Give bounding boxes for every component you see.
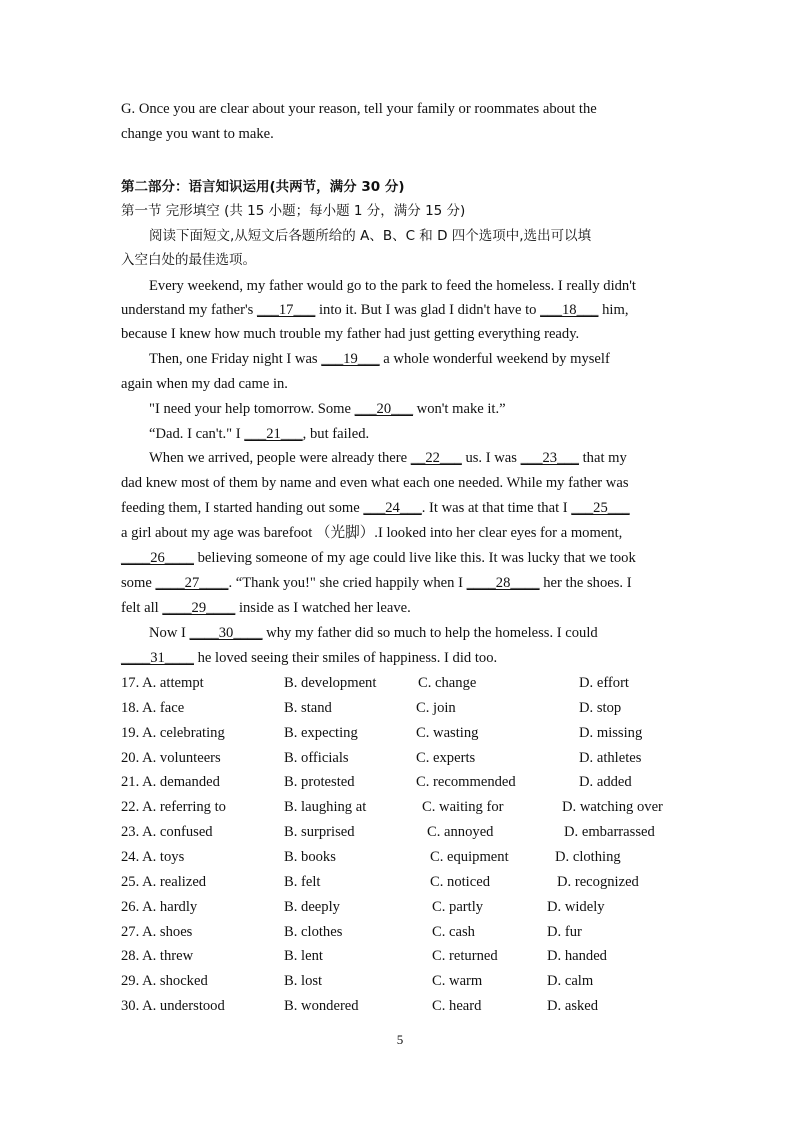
question-20-option-a: 20. A. volunteers [121,749,221,766]
blank-24: ___24___ [363,500,422,516]
passage-line [121,646,681,670]
question-30-option-c: C. heard [432,998,482,1015]
passage-line: dad knew most of them by name and even what each one needed. While my father was [121,475,629,491]
question-25-option-b: B. felt [284,873,321,890]
blank-27: ____27____ [155,575,229,591]
passage-line [121,298,681,322]
question-28-option-a: 28. A. threw [121,948,194,965]
blank-21: ___21___ [244,426,303,442]
question-24-option-d: D. clothing [555,848,621,865]
question-30-option-a: 30. A. understood [121,998,225,1015]
passage-line: Every weekend, my father would go to the park to feed the homeless. I really didn't [149,278,636,294]
passage-text: “Dad. I can't." I [149,426,245,442]
question-24-option-c: C. equipment [430,848,509,865]
passage-line: because I knew how much trouble my father had just getting everything ready. [121,326,580,342]
passage-text: , but failed. [302,426,370,442]
passage-text: believing someone of my age could live like this. It was lucky that we took [193,550,636,566]
passage-text: Now I [149,625,190,641]
question-17-option-d: D. effort [579,675,629,691]
question-17-option-c: C. change [418,675,477,691]
question-20-option-c: C. experts [416,749,476,766]
passage-line: again when my dad came in. [121,376,288,392]
option-g-line-2: change you want to make. [121,126,274,142]
blank-17: ___17___ [256,302,316,318]
question-27-option-c: C. cash [432,923,475,940]
question-27-option-b: B. clothes [284,923,343,940]
question-17-option-a: 17. A. attempt [121,675,204,691]
passage-text: he loved seeing their smiles of happiness. I did too. [193,650,498,666]
option-g-line-1: G. Once you are clear about your reason, tell your family or roommates about the [121,101,597,117]
question-18-option-b: B. stand [284,699,332,716]
question-28-option-d: D. handed [547,948,607,965]
question-19-option-c: C. wasting [416,724,479,741]
question-20-option-b: B. officials [284,749,349,766]
passage-text: some [121,575,156,591]
passage-line [121,546,681,570]
question-18-option-d: D. stop [579,699,622,716]
blank-19: ___19___ [321,351,380,367]
passage-text: . “Thank you!" she cried happily when I [228,575,467,591]
passage-text: won't make it.” [413,401,506,417]
section-heading: 第二部分：语言知识运用(共两节，满分 30 分) [121,179,405,195]
passage-text: felt all [121,600,163,616]
question-23-option-d: D. embarrassed [564,824,655,841]
question-19-option-b: B. expecting [284,724,358,741]
passage-line [121,571,681,595]
passage-line [149,446,679,470]
blank-18: ___18___ [540,302,599,318]
question-28-option-b: B. lent [284,948,323,965]
blank-22: __22___ [410,450,462,466]
passage-text: understand my father's [121,302,257,318]
question-25-option-a: 25. A. realized [121,873,207,890]
passage-text: Then, one Friday night I was [149,351,322,367]
question-29-option-b: B. lost [284,973,323,990]
blank-28: ____28____ [466,575,540,591]
question-27-option-a: 27. A. shoes [121,923,193,940]
blank-30: ____30____ [189,625,263,641]
passage-line [149,621,709,645]
passage-line: a girl about my age was barefoot （光脚）.I looked into her clear eyes for a moment, [121,525,623,541]
blank-31: ____31____ [121,650,194,666]
question-19-option-d: D. missing [579,724,643,741]
blank-25: ___25___ [571,500,630,516]
blank-20: ___20___ [354,401,414,417]
question-18-option-a: 18. A. face [121,699,185,716]
passage-text: why my father did so much to help the homeless. I could [262,625,598,641]
question-23-option-a: 23. A. confused [121,824,213,841]
question-21-option-b: B. protested [284,774,355,791]
passage-text: . It was at that time that I [421,500,572,516]
passage-line [149,422,709,446]
question-21-option-d: D. added [579,774,632,791]
question-26-option-b: B. deeply [284,898,340,915]
question-26-option-c: C. partly [432,898,484,915]
question-28-option-c: C. returned [432,948,498,965]
question-29-option-c: C. warm [432,973,483,990]
instruction-line-1: 阅读下面短文,从短文后各题所给的 A、B、C 和 D 四个选项中,选出可以填 [149,228,592,244]
question-17-option-b: B. development [284,675,377,691]
blank-26: ____26____ [121,550,194,566]
question-25-option-c: C. noticed [430,873,490,890]
question-22-option-b: B. laughing at [284,799,367,816]
question-24-option-a: 24. A. toys [121,848,185,865]
passage-line [121,596,681,620]
passage-text: a whole wonderful weekend by myself [379,351,610,367]
passage-line [121,496,681,520]
question-29-option-d: D. calm [547,973,594,990]
question-30-option-d: D. asked [547,998,599,1015]
question-19-option-a: 19. A. celebrating [121,724,225,741]
passage-text: "I need your help tomorrow. Some [149,401,355,417]
passage-line [149,347,709,371]
passage-line [149,397,709,421]
passage-text: feeding them, I started handing out some [121,500,364,516]
question-26-option-a: 26. A. hardly [121,898,198,915]
question-20-option-d: D. athletes [579,749,642,766]
passage-text: us. I was [461,450,521,466]
question-23-option-c: C. annoyed [427,824,494,841]
question-23-option-b: B. surprised [284,824,355,841]
question-22-option-a: 22. A. referring to [121,799,226,816]
question-29-option-a: 29. A. shocked [121,973,208,990]
blank-29: ____29____ [162,600,236,616]
question-21-option-a: 21. A. demanded [121,774,220,791]
question-18-option-c: C. join [416,699,456,716]
instruction-line-2: 入空白处的最佳选项。 [121,252,256,268]
question-22-option-d: D. watching over [562,799,663,816]
question-21-option-c: C. recommended [416,774,516,791]
passage-text: him, [598,302,629,318]
question-26-option-d: D. widely [547,898,605,915]
question-24-option-b: B. books [284,848,336,865]
passage-text: that my [578,450,627,466]
passage-text: into it. But I was glad I didn't have to [315,302,541,318]
question-25-option-d: D. recognized [557,873,639,890]
blank-23: ___23___ [520,450,579,466]
passage-text: inside as I watched her leave. [235,600,411,616]
question-27-option-d: D. fur [547,923,582,940]
passage-text: her the shoes. I [539,575,632,591]
section-subheading: 第一节 完形填空 (共 15 小题；每小题 1 分，满分 15 分) [121,203,466,219]
question-22-option-c: C. waiting for [422,799,504,816]
question-30-option-b: B. wondered [284,998,359,1015]
passage-text: When we arrived, people were already there [149,450,411,466]
page-number: 5 [396,1032,404,1047]
